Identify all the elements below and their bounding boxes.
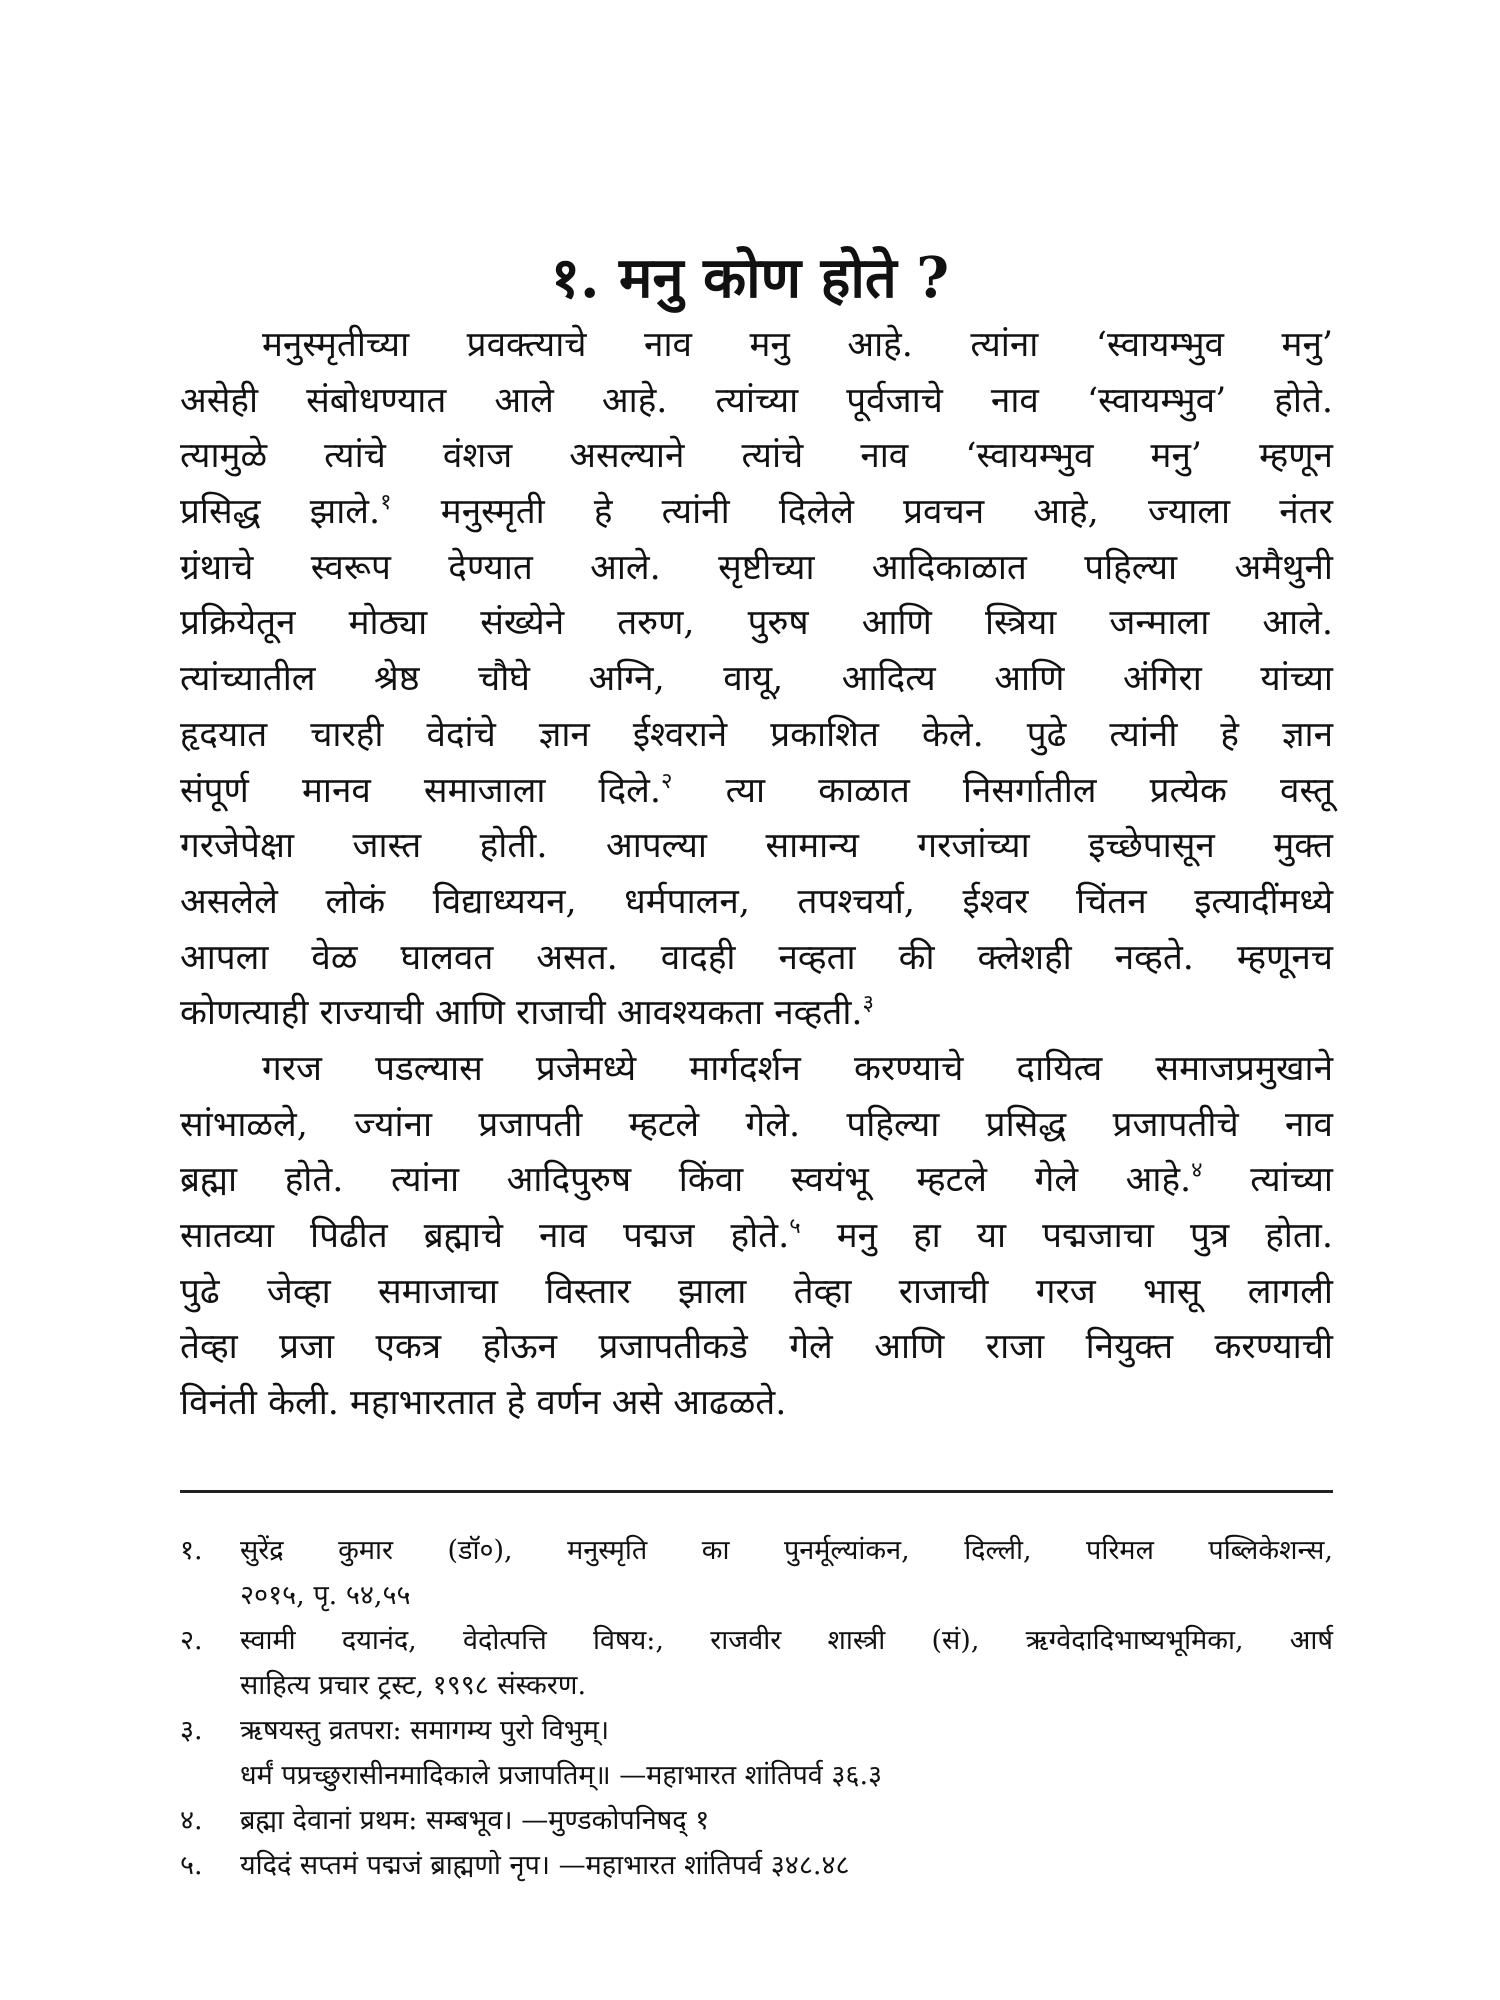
footnote-number: २. <box>180 1625 203 1656</box>
footnote-number: ३. <box>180 1715 203 1746</box>
text-line <box>180 986 1333 1042</box>
text-segment: मनु हा या पद्मजाचा पुत्र होता. <box>836 1216 1333 1256</box>
footnote-line: साहित्य प्रचार ट्रस्ट, १९९८ संस्करण. <box>240 1670 587 1701</box>
text-line: असेही संबोधण्यात आले आहे. त्यांच्या पूर्वजाचे नाव ‘स्वायम्भुव’ होते. <box>180 380 1333 421</box>
footnote-ref: १ <box>380 490 392 516</box>
text-segment: ब्रह्मा होते. त्यांना आदिपुरुष किंवा स्वयंभू म्हटले गेले आहे. <box>180 1160 1192 1201</box>
text-segment: संपूर्ण मानव समाजाला दिले. <box>180 770 662 811</box>
body-text <box>180 318 1333 1432</box>
text-line <box>180 764 1333 820</box>
text-line: प्रक्रियेतून मोठ्या संख्येने तरुण, पुरुष आणि स्त्रिया जन्माला आले. <box>180 603 1333 644</box>
footnote-number: १. <box>180 1535 203 1566</box>
text-line: त्यांच्यातील श्रेष्ठ चौघे अग्नि, वायू, आदित्य आणि अंगिरा यांच्या <box>180 659 1333 700</box>
footnote <box>180 1618 1333 1708</box>
text-segment: प्रसिद्ध झाले. <box>180 492 381 533</box>
footnote-line: २०१५, पृ. ५४,५५ <box>240 1580 411 1611</box>
text-line: तेव्हा प्रजा एकत्र होऊन प्रजापतीकडे गेले आणि राजा नियुक्त करण्याची <box>180 1327 1333 1368</box>
text-line: असलेले लोकं विद्याध्ययन, धर्मपालन, तपश्चर्या, ईश्वर चिंतन इत्यादींमध्ये <box>180 881 1333 922</box>
text-line: त्यामुळे त्यांचे वंशज असल्याने त्यांचे नाव ‘स्वायम्भुव मनु’ म्हणून <box>180 436 1333 477</box>
text-line <box>180 485 1333 541</box>
text-line <box>180 1153 1333 1209</box>
footnote-line: धर्मं पप्रच्छुरासीनमादिकाले प्रजापतिम्॥ —महाभारत शांतिपर्व ३६.३ <box>240 1760 883 1791</box>
footnote-line: ऋषयस्तु व्रतपरा: समागम्य पुरो विभुम्। <box>240 1715 610 1746</box>
footnote-number: ४. <box>180 1805 203 1836</box>
text-line: मनुस्मृतीच्या प्रवक्त्याचे नाव मनु आहे. त्यांना ‘स्वायम्भुव मनु’ <box>262 325 1333 365</box>
footnote-ref: ४ <box>1191 1158 1203 1184</box>
text-line: विनंती केली. महाभारतात हे वर्णन असे आढळते. <box>180 1383 787 1424</box>
text-segment: सातव्या पिढीत ब्रह्माचे नाव पद्मज होते. <box>180 1216 790 1256</box>
text-line: गरज पडल्यास प्रजेमध्ये मार्गदर्शन करण्याचे दायित्व समाजप्रमुखाने <box>262 1048 1333 1089</box>
footnote-divider <box>180 1490 1333 1493</box>
text-line: गरजेपेक्षा जास्त होती. आपल्या सामान्य गरजांच्या इच्छेपासून मुक्त <box>180 826 1333 867</box>
footnote <box>180 1798 1333 1843</box>
text-line: हृदयात चारही वेदांचे ज्ञान ईश्वराने प्रकाशित केले. पुढे त्यांनी हे ज्ञान <box>180 714 1333 755</box>
footnote-line: यदिदं सप्तमं पद्मजं ब्राह्मणो नृप। —महाभारत शांतिपर्व ३४८.४८ <box>240 1850 850 1881</box>
footnote-line: सुरेंद्र कुमार (डॉ०), मनुस्मृति का पुनर्मूल्यांकन, दिल्ली, परिमल पब्लिकेशन्स, <box>240 1535 1333 1566</box>
text-line <box>180 1209 1333 1265</box>
text-segment: कोणत्याही राज्याची आणि राजाची आवश्यकता नव्हती. <box>180 993 863 1034</box>
footnote <box>180 1708 1333 1798</box>
footnote-line: स्वामी दयानंद, वेदोत्पत्ति विषय:, राजवीर शास्त्री (सं), ऋग्वेदादिभाष्यभूमिका, आर्ष <box>240 1625 1333 1656</box>
footnote <box>180 1843 1333 1888</box>
text-line: आपला वेळ घालवत असत. वादही नव्हता की क्लेशही नव्हते. म्हणूनच <box>180 937 1333 978</box>
footnote-ref: ५ <box>789 1214 801 1239</box>
text-line: पुढे जेव्हा समाजाचा विस्तार झाला तेव्हा राजाची गरज भासू लागली <box>180 1271 1333 1312</box>
footnote <box>180 1528 1333 1618</box>
footnote-number: ५. <box>180 1850 203 1881</box>
footnotes <box>180 1528 1333 1888</box>
text-segment: त्या काळात निसर्गातील प्रत्येक वस्तू <box>725 770 1334 811</box>
text-line: सांभाळले, ज्यांना प्रजापती म्हटले गेले. पहिल्या प्रसिद्ध प्रजापतीचे नाव <box>180 1104 1333 1145</box>
footnote-line: ब्रह्मा देवानां प्रथम: सम्बभूव। —मुण्डकोपनिषद् १ <box>240 1805 710 1836</box>
chapter-title: १. मनु कोण होते ? <box>550 244 950 311</box>
footnote-ref: २ <box>661 768 673 794</box>
text-segment: मनुस्मृती हे त्यांनी दिलेले प्रवचन आहे, ज्याला नंतर <box>440 492 1333 533</box>
text-segment: त्यांच्या <box>1250 1160 1333 1201</box>
footnote-ref: ३ <box>862 991 874 1017</box>
text-line: ग्रंथाचे स्वरूप देण्यात आले. सृष्टीच्या आदिकाळात पहिल्या अमैथुनी <box>180 547 1333 588</box>
